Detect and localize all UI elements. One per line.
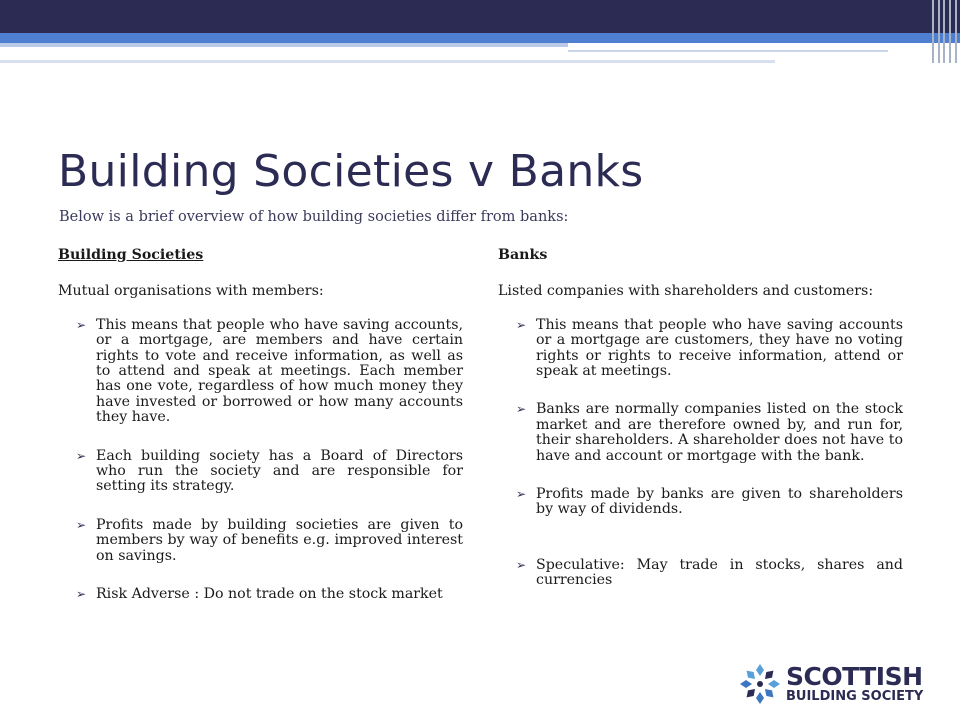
column-intro: Listed companies with shareholders and customers: [498, 283, 874, 300]
logo-name: SCOTTISH [786, 662, 923, 691]
bullet-text: This means that people who have saving accounts, or a mortgage, are members and have certain rights to vote and receive information, as well as to attend and speak at meetings. Each member has one vote, regardless of how much money they have invested or borrowed or how many accounts they have. [96, 316, 463, 426]
building-societies-column [58, 248, 463, 626]
bullet-list [58, 318, 463, 603]
top-banner-line [568, 50, 888, 52]
arrowhead-bullet-icon: ➢ [516, 557, 527, 572]
list-item [516, 318, 903, 380]
column-heading: Building Societies [58, 247, 204, 263]
list-item [76, 587, 463, 602]
arrowhead-bullet-icon: ➢ [516, 317, 527, 332]
top-banner-blue [0, 33, 960, 43]
bullet-list [498, 318, 903, 589]
list-item [516, 402, 903, 464]
arrowhead-bullet-icon: ➢ [76, 317, 87, 332]
bullet-text: Risk Adverse : Do not trade on the stock market [96, 586, 443, 603]
bullet-text: Each building society has a Board of Directors who run the society and are responsible for setting its strategy. [96, 447, 463, 495]
list-item [76, 518, 463, 564]
slide-title: Building Societies v Banks [58, 146, 644, 197]
list-item [76, 318, 463, 426]
list-item [76, 449, 463, 495]
column-heading: Banks [498, 247, 548, 263]
top-banner-line [0, 43, 568, 47]
arrowhead-bullet-icon: ➢ [76, 517, 87, 532]
banks-column [498, 248, 903, 612]
bullet-text: This means that people who have saving accounts or a mortgage are customers, they have no voting rights or rights to receive information, attend or speak at meetings. [536, 316, 903, 380]
logo-subname: BUILDING SOCIETY [786, 689, 924, 704]
top-banner-dark [0, 0, 960, 33]
bullet-text: Profits made by building societies are given to members by way of benefits e.g. improved interest on savings. [96, 516, 463, 564]
slide-subtitle: Below is a brief overview of how building societies differ from banks: [59, 209, 569, 225]
bullet-text: Profits made by banks are given to shareholders by way of dividends. [536, 486, 903, 518]
bullet-text: Speculative: May trade in stocks, shares and currencies [536, 556, 903, 589]
scottish-building-society-logo [738, 662, 938, 706]
arrowhead-bullet-icon: ➢ [76, 587, 87, 602]
list-item [516, 487, 903, 518]
column-intro: Mutual organisations with members: [58, 283, 324, 300]
decorative-stripes [930, 0, 960, 63]
top-banner-line [0, 60, 775, 63]
list-item [516, 558, 903, 589]
arrowhead-bullet-icon: ➢ [76, 448, 87, 463]
arrowhead-bullet-icon: ➢ [516, 487, 527, 502]
bullet-text: Banks are normally companies listed on the stock market and are therefore owned by, and run for, their shareholders. A shareholder does not have to have and account or mortgage with the bank. [536, 401, 903, 464]
saltire-snowflake-icon [738, 662, 782, 706]
arrowhead-bullet-icon: ➢ [516, 402, 527, 417]
